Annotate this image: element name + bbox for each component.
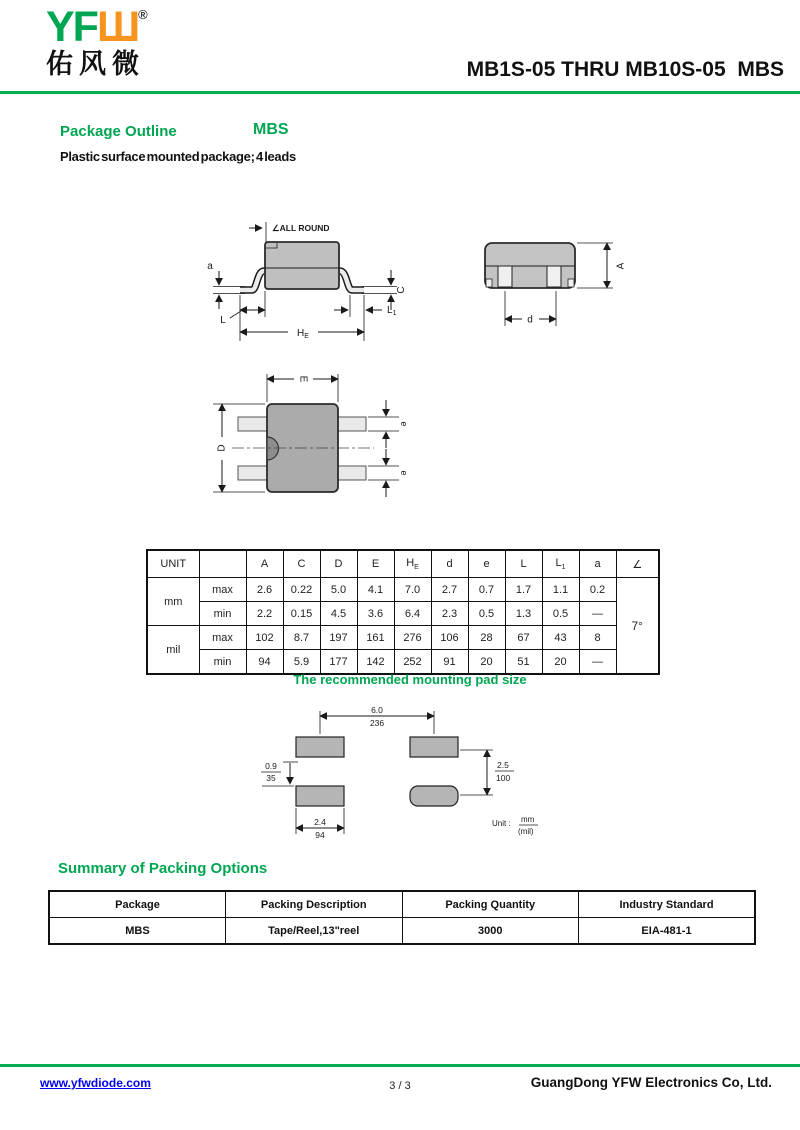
svg-text:2.5: 2.5 (497, 760, 509, 770)
he-label: $H_E$ (297, 328, 309, 340)
unit-mil: mil (147, 626, 199, 675)
svg-text:6.0: 6.0 (371, 705, 383, 715)
col-header-A: A (246, 550, 283, 578)
dim-cell: 252 (394, 650, 431, 675)
dim-cell: 67 (505, 626, 542, 650)
lead-bottom-left (238, 466, 268, 480)
col-header-d: d (431, 550, 468, 578)
document-title: MB1S-05 THRU MB10S-05 MBS (466, 58, 784, 81)
svg-text:236: 236 (369, 718, 385, 728)
dim-cell: 0.7 (468, 578, 505, 602)
pad-layout (296, 737, 458, 806)
bound-min: min (199, 602, 246, 626)
dim-header-row (147, 550, 659, 578)
col-header-D: D (320, 550, 357, 578)
mounting-pad-figure (250, 695, 560, 840)
dim-row-mm-min (147, 602, 659, 626)
svg-text:94: 94 (315, 830, 325, 840)
svg-text:(mil): (mil) (518, 827, 534, 836)
dim-cell: 7.0 (394, 578, 431, 602)
dim-cell: 0.22 (283, 578, 320, 602)
dim-he (240, 328, 364, 340)
packing-col-standard: Industry Standard (579, 891, 756, 918)
logo-yf-text: YF (46, 3, 97, 51)
dim-cell: 8 (579, 626, 616, 650)
d-label: d (527, 314, 533, 326)
packing-header-row (49, 891, 755, 918)
dim-cell: 4.1 (357, 578, 394, 602)
pad-unit-note (492, 815, 538, 836)
dimensions-table (146, 549, 660, 675)
side-view (207, 222, 407, 341)
svg-text:Unit :: Unit : (492, 819, 511, 828)
dim-cell: 197 (320, 626, 357, 650)
dim-cell: 3.6 (357, 602, 394, 626)
dim-e-bottom (368, 449, 409, 497)
logo-chinese-text: 佑风微 (46, 49, 145, 79)
col-header-angle: ∠ (616, 550, 659, 578)
lead-top-left (238, 417, 268, 431)
website-link[interactable]: www.yfwdiode.com (40, 1076, 151, 1090)
pad-dim-right (460, 750, 514, 795)
e-top-label: e (399, 421, 409, 427)
packing-data-row (49, 918, 755, 945)
dim-cell: 0.15 (283, 602, 320, 626)
dim-cell: 2.7 (431, 578, 468, 602)
l1-label: $L_1$ (387, 305, 397, 317)
mounting-pad-heading: The recommended mounting pad size (293, 672, 527, 687)
pad (410, 786, 458, 806)
dim-cell: 4.5 (320, 602, 357, 626)
dim-A (577, 243, 627, 288)
dim-all-round (249, 222, 330, 243)
col-header-E: E (357, 550, 394, 578)
dim-cell: 106 (431, 626, 468, 650)
dim-cell: 276 (394, 626, 431, 650)
dim-l1 (334, 295, 397, 341)
packing-options-table (48, 890, 756, 945)
dim-cell: 0.5 (468, 602, 505, 626)
lead-front-left (498, 266, 512, 287)
col-header-C: C (283, 550, 320, 578)
E-label: E (297, 375, 309, 383)
dim-cell: 2.2 (246, 602, 283, 626)
bound-max: max (199, 578, 246, 602)
package-name: MBS (253, 121, 289, 138)
logo-wordmark (46, 3, 148, 51)
pad (296, 786, 344, 806)
lead-top-right (337, 417, 366, 431)
dim-cell: 0.5 (542, 602, 579, 626)
dim-cell: 0.2 (579, 578, 616, 602)
dim-cell: 6.4 (394, 602, 431, 626)
packing-col-description: Packing Description (226, 891, 403, 918)
package-outline-figure (180, 205, 650, 535)
packing-description: Tape/Reel,13"reel (226, 918, 403, 945)
e-bottom-label: e (399, 470, 409, 476)
dim-cell: 1.3 (505, 602, 542, 626)
dim-cell: 43 (542, 626, 579, 650)
all-round-label: ∠ALL ROUND (272, 223, 330, 233)
dim-row-mil-max (147, 626, 659, 650)
col-header-He: $H_E$ (394, 550, 431, 578)
package-body-side (265, 242, 339, 289)
dim-cell: 142 (357, 650, 394, 675)
footer-rule (0, 1064, 800, 1067)
dim-cell: 2.6 (246, 578, 283, 602)
dim-l (220, 291, 265, 341)
bound-header (199, 550, 246, 578)
c-label: C (396, 286, 407, 294)
dim-cell: 20 (468, 650, 505, 675)
dim-cell: 91 (431, 650, 468, 675)
svg-text:2.4: 2.4 (314, 817, 326, 827)
registered-mark-icon: ® (138, 7, 148, 22)
packing-quantity: 3000 (402, 918, 579, 945)
page-number: 3 / 3 (389, 1080, 411, 1092)
dim-cell: 1.7 (505, 578, 542, 602)
dim-cell: 20 (542, 650, 579, 675)
dim-cell: 5.9 (283, 650, 320, 675)
lead-bottom-right (337, 466, 366, 480)
dim-cell: — (579, 650, 616, 675)
pad (296, 737, 344, 757)
col-header-L1: $L_1$ (542, 550, 579, 578)
dim-cell: 102 (246, 626, 283, 650)
svg-text:35: 35 (266, 773, 276, 783)
pad-dim-bottom (296, 808, 344, 840)
company-name: GuangDong YFW Electronics Co, Ltd. (530, 1075, 772, 1090)
dim-row-mm-max (147, 578, 659, 602)
bound-min: min (199, 650, 246, 675)
dim-cell: 5.0 (320, 578, 357, 602)
A-label: A (615, 262, 627, 270)
dim-d (505, 291, 556, 326)
header-rule (0, 91, 800, 94)
svg-text:mm: mm (521, 815, 535, 824)
col-header-L: L (505, 550, 542, 578)
dim-cell: 8.7 (283, 626, 320, 650)
svg-text:0.9: 0.9 (265, 761, 277, 771)
dim-row-mil-min (147, 650, 659, 675)
package-outline-heading: Package Outline (60, 123, 177, 140)
dim-a (207, 261, 245, 309)
packing-package: MBS (49, 918, 226, 945)
packing-standard: EIA-481-1 (579, 918, 756, 945)
col-header-a: a (579, 550, 616, 578)
packing-col-package: Package (49, 891, 226, 918)
dim-cell: — (579, 602, 616, 626)
a-label: a (207, 261, 213, 272)
bound-max: max (199, 626, 246, 650)
D-label: D (216, 444, 228, 452)
pad-dim-top (320, 705, 434, 734)
dim-cell: 161 (357, 626, 394, 650)
top-view (213, 374, 409, 497)
unit-mm: mm (147, 578, 199, 626)
pad (410, 737, 458, 757)
unit-header: UNIT (147, 550, 199, 578)
logo-w-text: Ш (96, 3, 139, 51)
col-header-e: e (468, 550, 505, 578)
perspective-view (485, 243, 627, 326)
dim-cell: 2.3 (431, 602, 468, 626)
dim-cell: 1.1 (542, 578, 579, 602)
dim-cell: 28 (468, 626, 505, 650)
angle-value: 7° (616, 578, 659, 675)
l-label: L (220, 315, 226, 326)
packing-col-quantity: Packing Quantity (402, 891, 579, 918)
packing-options-heading: Summary of Packing Options (58, 860, 268, 877)
pad-dim-left (261, 761, 298, 786)
lead-front-right (547, 266, 561, 287)
dim-c (362, 270, 407, 310)
dim-e-top (368, 400, 409, 448)
dim-cell: 51 (505, 650, 542, 675)
package-description: Plastic surface mounted package; 4 leads (60, 149, 296, 164)
svg-text:100: 100 (496, 773, 511, 783)
dim-cell: 94 (246, 650, 283, 675)
dim-E (267, 374, 338, 402)
company-logo (46, 3, 148, 79)
dim-cell: 177 (320, 650, 357, 675)
